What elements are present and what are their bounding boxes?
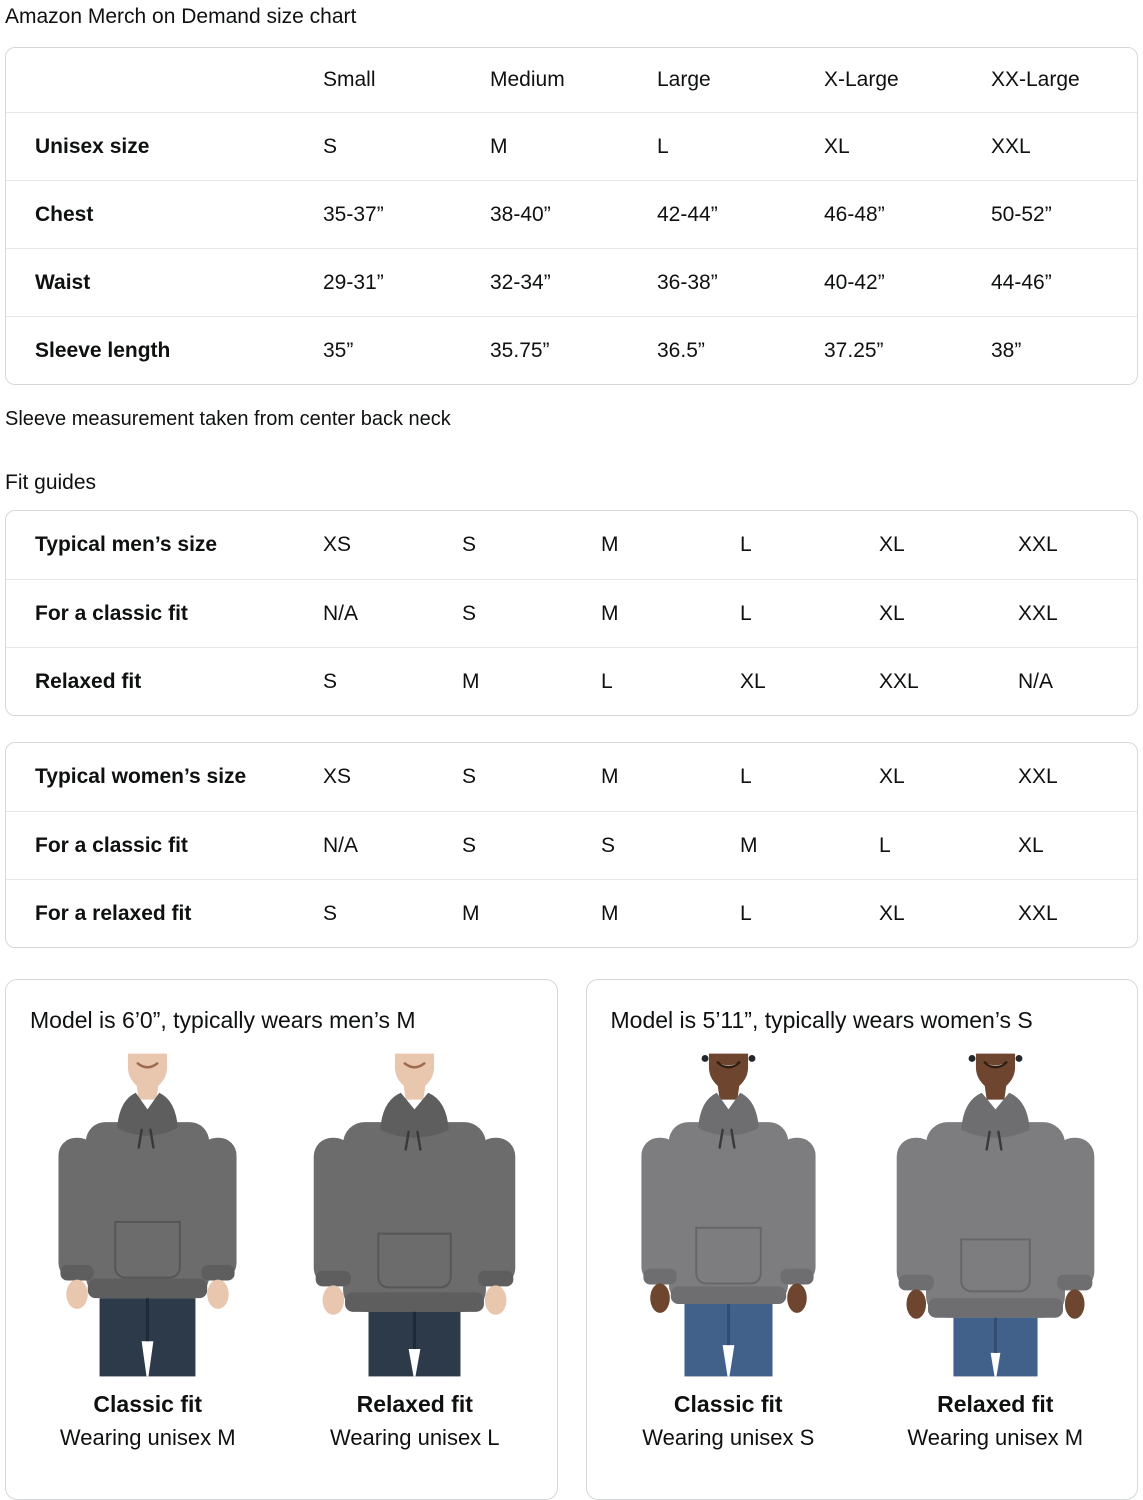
- cell-value: 37.25”: [824, 338, 884, 362]
- page-title: Amazon Merch on Demand size chart: [5, 5, 357, 28]
- table-row-typical-womens-size: [6, 743, 1137, 811]
- hoodie: [896, 1093, 1094, 1318]
- cell-value: S: [323, 901, 338, 925]
- cell-value: 36.5”: [657, 338, 705, 362]
- cell-value: XXL: [879, 669, 919, 693]
- womens-fit-guide-table: [5, 742, 1138, 948]
- column-header-large: Large: [657, 68, 711, 91]
- cell-value: M: [601, 765, 619, 788]
- column-header-small: Small: [323, 68, 376, 91]
- cell-value: M: [601, 533, 619, 556]
- hand-left: [323, 1285, 345, 1314]
- fit-type-label: Classic fit: [93, 1391, 203, 1417]
- cell-value: 35-37”: [323, 202, 384, 226]
- size-chart-table: [5, 47, 1138, 385]
- cuff-right: [780, 1269, 813, 1285]
- woman-relaxed-hoodie-illustration: [883, 1050, 1108, 1380]
- head-and-neck: [968, 1054, 1022, 1100]
- cell-value: XL: [740, 669, 766, 693]
- hem-band: [671, 1286, 786, 1304]
- cell-value: 46-48”: [824, 202, 885, 226]
- table-row-waist: [6, 248, 1137, 316]
- cell-value: 35.75”: [490, 338, 550, 362]
- table-row-mens-relaxed-fit: [6, 647, 1137, 715]
- mens-fit-guide-table: [5, 510, 1138, 716]
- hand-right: [485, 1285, 507, 1314]
- row-label: Relaxed fit: [35, 669, 142, 693]
- row-label: Typical women’s size: [35, 765, 247, 788]
- cuff-right: [202, 1265, 235, 1281]
- hand-right: [1065, 1289, 1085, 1318]
- sleeve-measurement-note: Sleeve measurement taken from center back neck: [5, 408, 451, 430]
- column-header-medium: Medium: [490, 68, 565, 91]
- cell-value: XL: [879, 533, 905, 556]
- cell-value: S: [601, 833, 616, 857]
- cell-value: XL: [879, 901, 905, 925]
- cell-value: L: [879, 833, 891, 857]
- cell-value: S: [462, 601, 477, 625]
- row-label: Typical men’s size: [35, 533, 218, 556]
- cuff-left: [61, 1265, 94, 1281]
- cell-value: XXL: [1018, 533, 1058, 556]
- table-row-womens-relaxed-fit: [6, 879, 1137, 947]
- earring-left: [968, 1055, 975, 1062]
- cell-value: XS: [323, 533, 352, 556]
- hand-right: [787, 1283, 807, 1312]
- cell-value: XXL: [1018, 901, 1058, 925]
- cell-value: XS: [323, 765, 352, 788]
- mens-card-title: Model is 6’0”, typically wears men’s M: [30, 1007, 416, 1033]
- cell-value: 38”: [991, 338, 1022, 362]
- jeans: [369, 1312, 461, 1377]
- cell-value: S: [462, 533, 477, 556]
- cell-value: L: [740, 901, 752, 925]
- woman-classic-hoodie-illustration: [616, 1050, 841, 1380]
- cell-value: 32-34”: [490, 270, 551, 294]
- hem-band: [88, 1279, 207, 1299]
- jeans: [684, 1304, 772, 1376]
- row-label: Waist: [35, 270, 91, 294]
- womens-model-card: [586, 979, 1139, 1500]
- table-row-womens-classic-fit: [6, 811, 1137, 879]
- cell-value: 35”: [323, 338, 354, 362]
- cell-value: XL: [879, 601, 905, 625]
- table-row-mens-classic-fit: [6, 579, 1137, 647]
- wearing-size-label: Wearing unisex M: [59, 1425, 236, 1450]
- model-cards: [5, 979, 1138, 1500]
- hand-left: [906, 1289, 926, 1318]
- row-label: For a relaxed fit: [35, 901, 192, 925]
- cell-value: L: [740, 765, 752, 788]
- cell-value: M: [462, 669, 480, 693]
- cell-value: M: [462, 901, 480, 925]
- head-and-neck: [128, 1054, 167, 1100]
- row-label: For a classic fit: [35, 833, 188, 857]
- cuff-right: [1057, 1275, 1092, 1291]
- hand-right: [207, 1280, 229, 1309]
- hem-band: [345, 1292, 484, 1312]
- table-row-chest: [6, 180, 1137, 248]
- cuff-left: [316, 1271, 351, 1287]
- table-row-typical-mens-size: [6, 511, 1137, 579]
- womens-classic-fit-photo: [616, 1050, 841, 1452]
- cell-value: S: [323, 669, 338, 693]
- wearing-size-label: Wearing unisex S: [642, 1425, 815, 1450]
- cell-value: XXL: [1018, 765, 1058, 788]
- cuff-right: [478, 1271, 513, 1287]
- hoodie: [314, 1093, 516, 1312]
- hoodie: [59, 1093, 237, 1298]
- cell-value: 29-31”: [323, 270, 384, 294]
- cell-value: 50-52”: [991, 202, 1052, 226]
- row-label: For a classic fit: [35, 601, 188, 625]
- cell-value: M: [490, 134, 508, 158]
- cell-value: XL: [879, 765, 905, 788]
- cell-value: N/A: [1018, 669, 1054, 693]
- earring-left: [701, 1055, 708, 1062]
- fit-type-label: Relaxed fit: [356, 1391, 473, 1417]
- cell-value: S: [462, 765, 477, 788]
- cell-value: M: [601, 601, 619, 625]
- mens-classic-fit-photo: [35, 1050, 260, 1452]
- cuff-left: [898, 1275, 933, 1291]
- head-and-neck: [395, 1054, 434, 1100]
- column-header-x-large: X-Large: [824, 68, 899, 91]
- cell-value: N/A: [323, 601, 359, 625]
- man-relaxed-hoodie-illustration: [302, 1050, 527, 1380]
- fit-type-label: Relaxed fit: [937, 1391, 1054, 1417]
- mens-model-card: [5, 979, 558, 1500]
- fit-type-label: Classic fit: [673, 1391, 783, 1417]
- womens-card-title: Model is 5’11”, typically wears women’s S: [610, 1007, 1033, 1033]
- table-row-sleeve-length: [6, 316, 1137, 384]
- hand-left: [650, 1283, 670, 1312]
- cell-value: 42-44”: [657, 202, 718, 226]
- cell-value: 36-38”: [657, 270, 718, 294]
- jeans: [953, 1318, 1037, 1377]
- table-row-unisex-size: [6, 112, 1137, 180]
- earring-right: [1015, 1055, 1022, 1062]
- cell-value: 40-42”: [824, 270, 885, 294]
- table-header-row: [6, 48, 1137, 112]
- cell-value: L: [740, 601, 752, 625]
- cell-value: XXL: [991, 134, 1031, 158]
- row-label: Unisex size: [35, 134, 150, 158]
- row-label: Chest: [35, 202, 94, 226]
- fit-guides-heading: Fit guides: [5, 471, 97, 494]
- cell-value: XL: [1018, 833, 1044, 857]
- wearing-size-label: Wearing unisex L: [329, 1425, 500, 1450]
- cuff-left: [643, 1269, 676, 1285]
- wearing-size-label: Wearing unisex M: [907, 1425, 1084, 1450]
- cell-value: L: [740, 533, 752, 556]
- hand-left: [67, 1280, 89, 1309]
- earring-right: [748, 1055, 755, 1062]
- man-classic-hoodie-illustration: [35, 1050, 260, 1380]
- hem-band: [928, 1298, 1063, 1318]
- head-and-neck: [701, 1054, 755, 1100]
- cell-value: XXL: [1018, 601, 1058, 625]
- cell-value: L: [657, 134, 669, 158]
- column-header-xx-large: XX-Large: [991, 68, 1080, 91]
- cell-value: 44-46”: [991, 270, 1052, 294]
- jeans: [100, 1298, 196, 1376]
- cell-value: L: [601, 669, 613, 693]
- cell-value: S: [462, 833, 477, 857]
- cell-value: 38-40”: [490, 202, 551, 226]
- cell-value: N/A: [323, 833, 359, 857]
- cell-value: XL: [824, 134, 850, 158]
- hoodie: [641, 1093, 815, 1304]
- row-label: Sleeve length: [35, 338, 171, 362]
- mens-relaxed-fit-photo: [302, 1050, 527, 1452]
- cell-value: M: [740, 833, 758, 857]
- cell-value: S: [323, 134, 338, 158]
- womens-relaxed-fit-photo: [883, 1050, 1108, 1452]
- cell-value: M: [601, 901, 619, 925]
